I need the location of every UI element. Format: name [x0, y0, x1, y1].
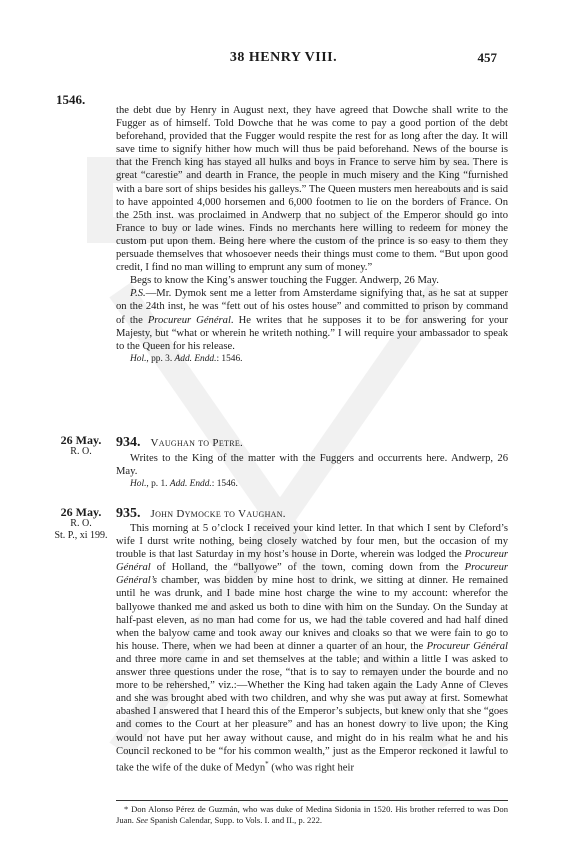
running-header	[0, 50, 567, 66]
entry-934-margin	[50, 434, 112, 458]
entry-934-date: 26 May.	[60, 433, 102, 447]
footnote-divider	[116, 800, 508, 801]
entry-934-body	[116, 452, 508, 491]
continuation-letter	[116, 104, 508, 366]
entry-934-title: Vaughan to Petre.	[150, 437, 244, 449]
entry-935-text: This morning at 5 o’clock I received your kind letter. In that which I sent by Cleford’s wife I durst write nothing, being closely watched by four men, but the occasion of my trouble is that last Saturday in my host’s house in Dorte, wherein was lodged the Procureur Général of Holland, the “ballyowe” of the town, coming down from the Procureur Général’s chamber, was bidden by mine host to drink, we sitting at dinner. He remained until he was drunk, and I bade mine host charge the wine to my account: wherefor the ballyowe thanked me and asked us both to dine with him on the Sunday. On the Sunday at half-past eleven, as no man had come for us, we had the table covered and had half dined when the balyow came and took away our knives and cloaks so that we were fain to go to his house. There, when we had been at dinner a quarter of an hour, the Procureur Général and three more came in and set themselves at the table; and within a little I was asked to answer three questions under the rose, “that is to say to remayen under the bourde and no more to be rehershed,” viz.:—Whether the King had taken again the Lady Anne of Cleves and she was brought abed with two children, and why she was put away at first. Somewhat abashed I answered that I heard this of the Emperor’s subjects, but knew only that she “goes and comes to the Court at her pleasure” and has an honest dowry to live upon; the King would not have put her away without cause, and might do in his realm what he and his Council reckoned to be “for his common wealth,” just as the Emperor reckoned it lawful to take the wife of the duke of Medyn* (who was right heir	[116, 523, 508, 774]
continuation-paragraph: the debt due by Henry in August next, they have agreed that Dowche shall write to the Fugger as of himself. Told Dowche that he was come to pay a good portion of the debt beforehand, provided that the Fugger would respite the rest for as long after the day. It will save time to signify hither how much will thus be paid beforehand. News of the bourse is that the French king has stayed all hulks and boys in France to serve him by sea. There is great “carestie” and dearth in France, the people in much misery and the King “furnished with a bare sort of ships besides his galleys.” The Queen musters men hereabouts and is said to have appointed 4,000 horsemen and 6,000 footmen to lie on the borders of France. On the 25th inst. was proclaimed in Andwerp that no subject of the Emperor should go into France to buy or lade wines. Finds no merchants here willing to redeem for money the custom put upon them. Being here where the custom of the prince is so easy to them they persuade themselves that whosoever needs their things must come to them. “But upon good credit, I find no man willing to emprunt any sum of money.”	[116, 105, 508, 274]
footnote-reference[interactable]: *	[265, 759, 269, 768]
entry-935-ref: R. O.	[70, 518, 92, 529]
running-title: 38 HENRY VIII.	[229, 50, 338, 65]
entry-934-source: Hol., p. 1. Add. Endd.: 1546.	[130, 479, 238, 490]
footnote-text: * Don Alonso Pérez de Guzmán, who was duke of Medina Sidonia in 1520. His brother referred to was Don Juan. See Spanish Calendar, Supp. to Vols. I. and II., p. 222.	[116, 804, 508, 825]
footnote	[116, 804, 508, 826]
entry-934-heading	[116, 435, 508, 451]
entry-935-heading	[116, 506, 508, 522]
entry-935-title: John Dymocke to Vaughan.	[150, 508, 286, 520]
source-note: Hol., pp. 3. Add. Endd.: 1546.	[130, 353, 243, 364]
margin-year: 1546.	[56, 92, 86, 107]
entry-935-date: 26 May.	[60, 505, 102, 519]
ps-label: P.S.	[130, 288, 146, 300]
entry-935-number: 935.	[116, 506, 141, 521]
entry-934-ref: R. O.	[70, 446, 92, 457]
entry-935-body	[116, 522, 508, 774]
entry-934-text: Writes to the King of the matter with the Fuggers and occurrents here. Andwerp, 26 May.	[116, 453, 508, 478]
closing-paragraph: Begs to know the King’s answer touching the Fugger. Andwerp, 26 May.	[130, 275, 439, 287]
page-number: 457	[477, 50, 497, 65]
entry-935-state-papers-ref: St. P., xi 199.	[54, 530, 108, 541]
entry-935-margin	[50, 506, 112, 542]
postscript: P.S.—Mr. Dymok sent me a letter from Amsterdame signifying that, as he sat at supper on the 24th inst, he was “fett out of his ostes house” and committed to prison by command of the Procureur Général. He writes that he supposes it to be for answering for your Majesty, but “what or wherein he writeth nothing.” I will require your ambassador to speak to the Queen for his release.	[116, 288, 508, 352]
entry-934-number: 934.	[116, 435, 141, 450]
